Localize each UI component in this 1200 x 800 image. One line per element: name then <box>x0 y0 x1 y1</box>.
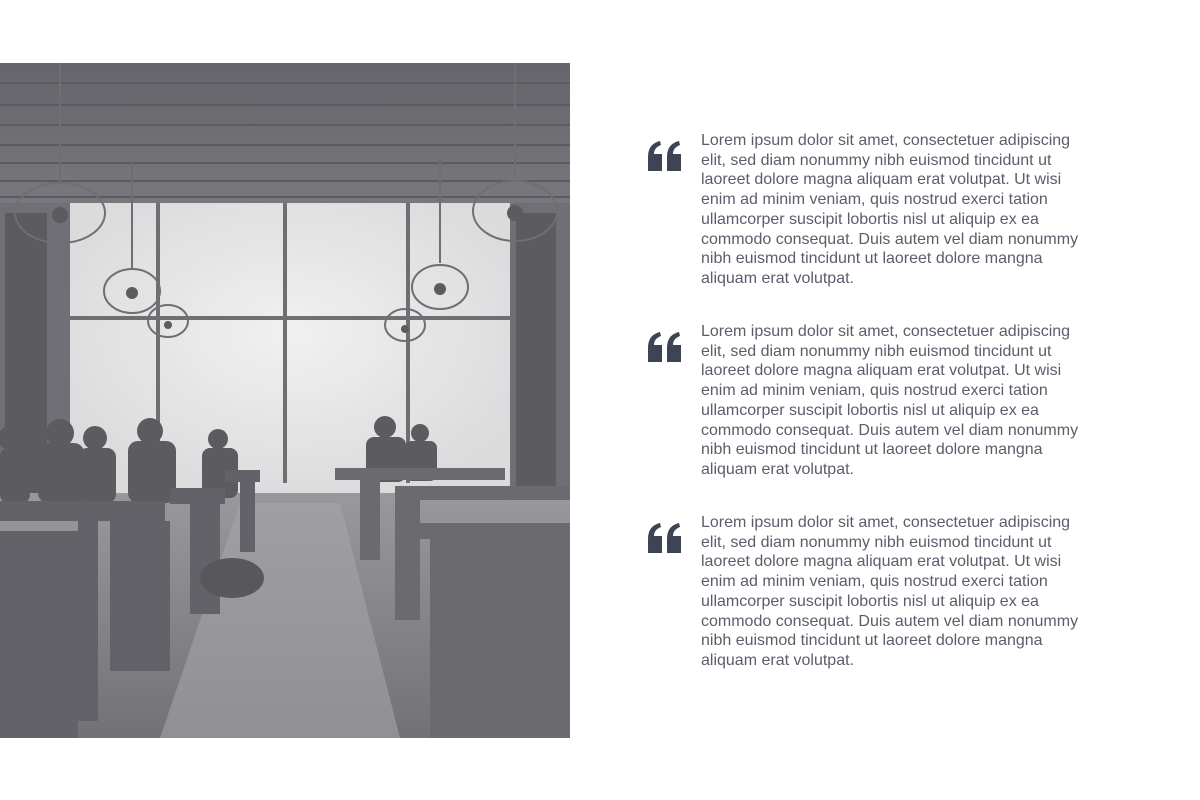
quote-block <box>648 131 1108 291</box>
quote-text: Lorem ipsum dolor sit amet, consectetuer adipiscing elit, sed diam nonummy nibh euismod tincidunt ut laoreet dolore magna aliquam erat volutpat. Ut wisi enim ad minim veniam, quis nostrud exerci tation ullamcorper suscipit lobortis nisl ut aliquip ex ea commodo consequat. Duis autem vel diam nonummy nibh euismod tincidunt ut laoreet dolore mangna aliquam erat volutpat. <box>701 514 1079 669</box>
quote-mark-icon <box>648 332 682 362</box>
quote-text: Lorem ipsum dolor sit amet, consectetuer adipiscing elit, sed diam nonummy nibh euismod tincidunt ut laoreet dolore magna aliquam erat volutpat. Ut wisi enim ad minim veniam, quis nostrud exerci tation ullamcorper suscipit lobortis nisl ut aliquip ex ea commodo consequat. Duis autem vel diam nonummy nibh euismod tincidunt ut laoreet dolore mangna aliquam erat volutpat. <box>701 323 1079 478</box>
quote-block <box>648 513 1108 673</box>
quote-mark-icon <box>648 141 682 171</box>
quote-mark-icon <box>648 523 682 553</box>
quote-text: Lorem ipsum dolor sit amet, consectetuer adipiscing elit, sed diam nonummy nibh euismod tincidunt ut laoreet dolore magna aliquam erat volutpat. Ut wisi enim ad minim veniam, quis nostrud exerci tation ullamcorper suscipit lobortis nisl ut aliquip ex ea commodo consequat. Duis autem vel diam nonummy nibh euismod tincidunt ut laoreet dolore mangna aliquam erat volutpat. <box>701 132 1079 287</box>
cafe-interior-photo <box>0 63 570 738</box>
quotes-column <box>648 131 1108 704</box>
quote-block <box>648 322 1108 482</box>
